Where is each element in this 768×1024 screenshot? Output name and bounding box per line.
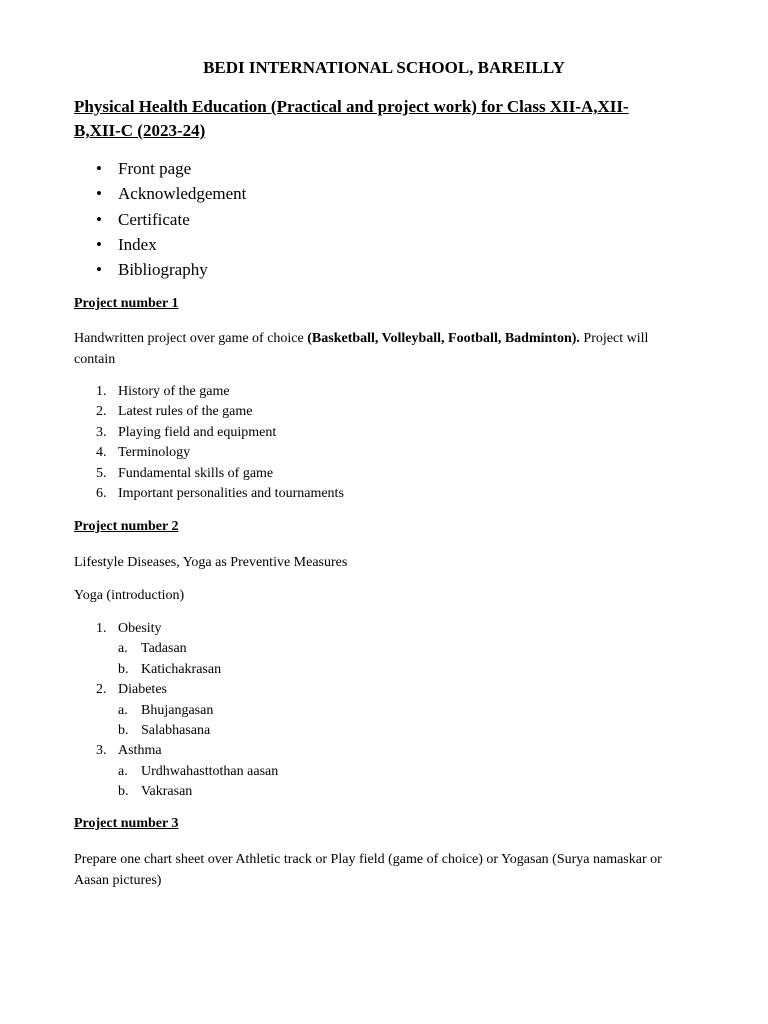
contents-list bbox=[74, 156, 246, 282]
list-item: b. Katichakrasan bbox=[118, 661, 222, 677]
list-item: 3. Asthma bbox=[96, 743, 162, 759]
list-item: • Bibliography bbox=[74, 257, 246, 282]
project-1-items bbox=[74, 382, 344, 504]
bullet-icon: • bbox=[96, 260, 102, 280]
project-2-subtitle: Lifestyle Diseases, Yoga as Preventive Measures bbox=[74, 555, 348, 570]
list-item: b. Vakrasan bbox=[118, 784, 193, 800]
project-1-heading: Project number 1 bbox=[74, 296, 179, 311]
list-item: a. Urdhwahasttothan aasan bbox=[118, 763, 279, 779]
yoga-introduction: Yoga (introduction) bbox=[74, 588, 185, 603]
bullet-icon: • bbox=[96, 159, 102, 178]
bullet-icon: • bbox=[96, 184, 102, 204]
list-item: 4. Terminology bbox=[96, 445, 191, 461]
list-item: 6. Important personalities and tournaments bbox=[96, 485, 344, 501]
list-item: • Index bbox=[74, 232, 246, 257]
project-3-text: Prepare one chart sheet over Athletic track or Play field (game of choice) or Yogasan (Surya namaskar or Aasan pictures) bbox=[74, 852, 662, 888]
list-item: 5. Fundamental skills of game bbox=[96, 465, 274, 481]
list-item: a. Tadasan bbox=[118, 641, 187, 657]
project-1-intro: Handwritten project over game of choice (Basketball, Volleyball, Football, Badminton). Project will contain bbox=[74, 331, 649, 367]
list-item: b. Salabhasana bbox=[118, 722, 211, 738]
list-item: • Front page bbox=[74, 156, 246, 181]
project-3-heading: Project number 3 bbox=[74, 816, 179, 831]
list-item: 1. History of the game bbox=[96, 384, 230, 399]
bullet-icon: • bbox=[96, 209, 102, 229]
list-item: a. Bhujangasan bbox=[118, 702, 214, 718]
list-item: 1. Obesity bbox=[96, 621, 162, 636]
document-title: Physical Health Education (Practical and project work) for Class XII-A,XII-B,XII-C (2023-24) bbox=[74, 97, 629, 140]
project-2-heading: Project number 2 bbox=[74, 519, 179, 534]
list-item: 2. Latest rules of the game bbox=[96, 404, 253, 420]
list-item: 3. Playing field and equipment bbox=[96, 424, 277, 440]
list-item: • Acknowledgement bbox=[74, 181, 246, 206]
project-2-items bbox=[74, 619, 278, 803]
school-name: BEDI INTERNATIONAL SCHOOL, BAREILLY bbox=[203, 58, 565, 77]
bullet-icon: • bbox=[96, 234, 102, 254]
list-item: • Certificate bbox=[74, 207, 246, 232]
list-item: 2. Diabetes bbox=[96, 682, 167, 698]
